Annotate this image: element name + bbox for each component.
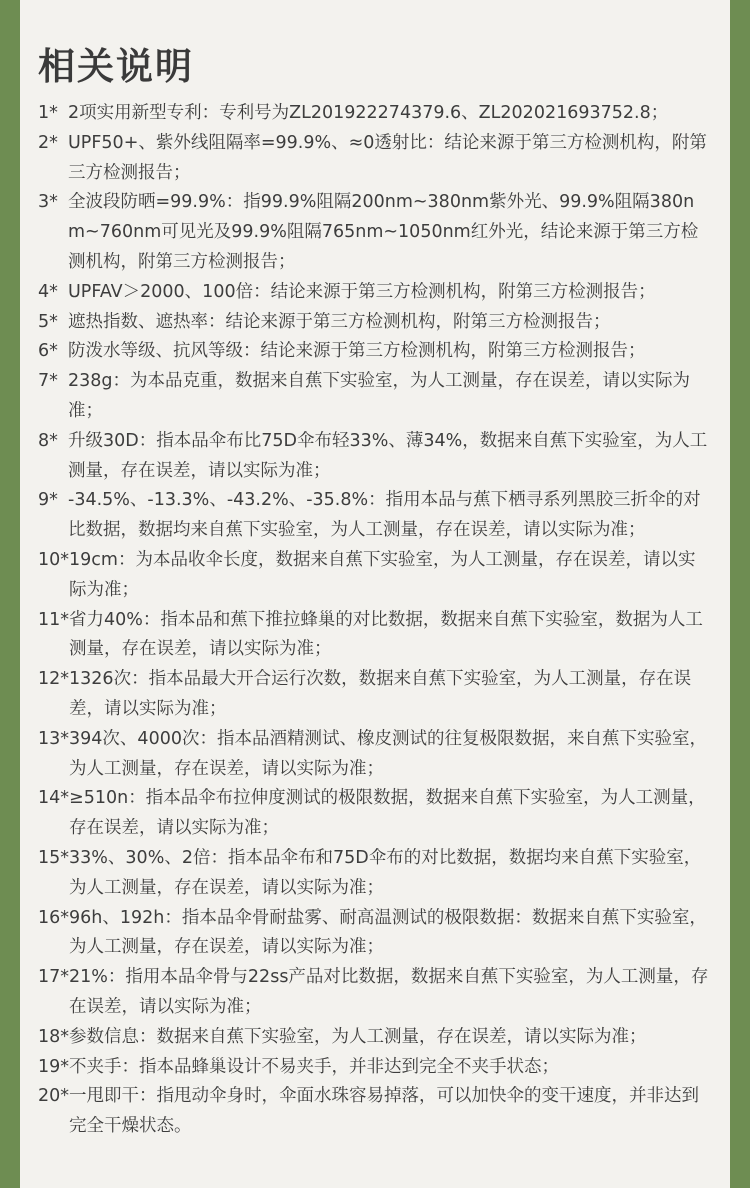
note-number: 13* [38, 728, 70, 749]
note-number: 5* [38, 311, 58, 332]
note-item [20, 337, 730, 367]
note-item [20, 129, 730, 189]
page-title: 相关说明 [38, 45, 194, 88]
note-text: 238g：为本品克重，数据来自蕉下实验室，为人工测量，存在误差，请以实际为准； [68, 371, 691, 421]
note-item [20, 99, 730, 129]
note-text: 省力40%：指本品和蕉下推拉蜂巢的对比数据，数据来自蕉下实验室，数据为人工测量，存在误差，请以实际为准； [69, 609, 703, 660]
note-number: 17* [38, 967, 70, 988]
note-item [20, 784, 730, 844]
note-item [20, 963, 730, 1023]
note-item [20, 427, 730, 487]
note-item [20, 367, 730, 427]
note-number: 14* [38, 788, 70, 809]
note-text: 394次、4000次：指本品酒精测试、橡皮测试的往复极限数据，来自蕉下实验室，为人工测量，存在误差，请以实际为准； [69, 728, 707, 779]
note-text: 一甩即干：指甩动伞身时，伞面水珠容易掉落，可以加快伞的变干速度，并非达到完全干燥状态。 [69, 1086, 700, 1137]
note-number: 19* [38, 1056, 70, 1077]
note-text: 防泼水等级、抗风等级：结论来源于第三方检测机构，附第三方检测报告； [68, 341, 646, 362]
note-number: 7* [38, 371, 58, 392]
note-item [20, 1023, 730, 1053]
note-number: 8* [38, 430, 58, 451]
note-number: 12* [38, 669, 70, 690]
note-text: 33%、30%、2倍：指本品伞布和75D伞布的对比数据，数据均来自蕉下实验室，为人工测量，存在误差，请以实际为准； [69, 847, 702, 898]
note-item [20, 308, 730, 338]
note-number: 11* [38, 609, 70, 630]
note-text: UPF50+、紫外线阻隔率=99.9%、≈0透射比：结论来源于第三方检测机构，附第三方检测报告； [68, 132, 707, 183]
note-number: 9* [38, 490, 58, 511]
note-text: 全波段防晒=99.9%：指99.9%阻隔200nm~380nm紫外光、99.9%阻隔380nm~760nm可见光及99.9%阻隔765nm~1050nm红外光，结论来源于第三方检测机构，附第三方检测报告； [68, 192, 699, 272]
note-item [20, 904, 730, 964]
note-text: ≥510n：指本品伞布拉伸度测试的极限数据，数据来自蕉下实验室，为人工测量，存在误差，请以实际为准； [69, 788, 706, 839]
note-text: UPFAV＞2000、100倍：结论来源于第三方检测机构，附第三方检测报告； [68, 281, 656, 302]
note-text: 参数信息：数据来自蕉下实验室，为人工测量，存在误差，请以实际为准； [69, 1026, 647, 1047]
note-item [20, 486, 730, 546]
note-item [20, 188, 730, 277]
note-number: 2* [38, 132, 58, 153]
note-number: 10* [38, 549, 70, 570]
notes-card [20, 0, 730, 1188]
note-text: 1326次：指本品最大开合运行次数，数据来自蕉下实验室，为人工测量，存在误差，请以实际为准； [69, 669, 692, 719]
note-text: 升级30D：指本品伞布比75D伞布轻33%、薄34%，数据来自蕉下实验室，为人工测量，存在误差，请以实际为准； [68, 430, 708, 481]
note-number: 1* [38, 103, 58, 123]
note-text: 19cm：为本品收伞长度，数据来自蕉下实验室，为人工测量，存在误差，请以实际为准； [69, 549, 696, 600]
note-item [20, 665, 730, 725]
note-text: 2项实用新型专利：专利号为ZL201922274379.6、ZL202021693752.8； [68, 103, 669, 123]
note-item [20, 1082, 730, 1142]
note-item [20, 725, 730, 785]
note-number: 16* [38, 907, 70, 928]
note-text: 21%：指用本品伞骨与22ss产品对比数据，数据来自蕉下实验室，为人工测量，存在误差，请以实际为准； [69, 967, 709, 1017]
note-number: 18* [38, 1026, 70, 1047]
note-number: 3* [38, 192, 58, 213]
note-text: -34.5%、-13.3%、-43.2%、-35.8%：指用本品与蕉下栖寻系列黑胶三折伞的对比数据，数据均来自蕉下实验室，为人工测量，存在误差，请以实际为准； [68, 490, 701, 541]
note-number: 4* [38, 281, 58, 302]
note-number: 6* [38, 341, 58, 362]
note-item [20, 844, 730, 904]
note-number: 15* [38, 847, 70, 868]
notes-list [20, 99, 730, 1142]
note-number: 20* [38, 1086, 70, 1107]
note-item [20, 606, 730, 666]
note-text: 遮热指数、遮热率：结论来源于第三方检测机构，附第三方检测报告； [68, 311, 611, 332]
note-item [20, 1053, 730, 1083]
note-text: 96h、192h：指本品伞骨耐盐雾、耐高温测试的极限数据：数据来自蕉下实验室，为人工测量，存在误差，请以实际为准； [69, 907, 707, 958]
note-text: 不夹手：指本品蜂巢设计不易夹手，并非达到完全不夹手状态； [69, 1056, 560, 1077]
note-item [20, 278, 730, 308]
note-item [20, 546, 730, 606]
